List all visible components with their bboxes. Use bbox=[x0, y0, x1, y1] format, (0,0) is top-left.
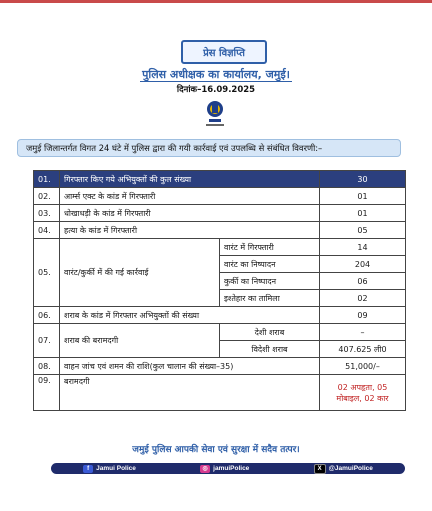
sub-label: वारंट में गिरफ्तारी bbox=[220, 239, 320, 256]
row-value: 09 bbox=[320, 307, 406, 324]
table-row bbox=[34, 188, 406, 205]
row-value: 05 bbox=[320, 222, 406, 239]
sub-value: 06 bbox=[320, 273, 406, 290]
row-description: हत्या के कांड में गिरफ्तारी bbox=[60, 222, 320, 239]
facebook-icon: f bbox=[83, 465, 93, 473]
table-row bbox=[34, 205, 406, 222]
row-description: वाहन जांच एवं शमन की राशि(कुल चालान की संख्या–35) bbox=[60, 358, 320, 375]
x-icon: X bbox=[314, 464, 326, 474]
tagline: जमुई पुलिस आपकी सेवा एवं सुरक्षा में सदैव तत्पर। bbox=[132, 445, 300, 455]
row-description: धोखाधड़ी के कांड में गिरफ्तारी bbox=[60, 205, 320, 222]
table-row bbox=[34, 324, 406, 341]
row-description: आर्म्स एक्ट के कांड में गिरफ्तारी bbox=[60, 188, 320, 205]
press-release-title: प्रेस विज्ञप्ति bbox=[181, 40, 267, 64]
instagram-label: jamuiPolice bbox=[213, 465, 250, 472]
sub-label: कुर्की का निष्पादन bbox=[220, 273, 320, 290]
row-number: 04. bbox=[34, 222, 60, 239]
sub-value: – bbox=[320, 324, 406, 341]
row-description: शराब की बरामदगी bbox=[60, 324, 220, 358]
sub-value: 204 bbox=[320, 256, 406, 273]
row-description: बरामदगी bbox=[60, 375, 320, 411]
instagram-handle[interactable] bbox=[200, 465, 249, 473]
row-number: 07. bbox=[34, 324, 60, 358]
instagram-icon: ◎ bbox=[200, 465, 210, 473]
sub-label: देशी शराब bbox=[220, 324, 320, 341]
action-summary-table bbox=[33, 170, 406, 411]
sub-label: इश्तेहार का तामिला bbox=[220, 290, 320, 307]
release-date: दिनांक–16.09.2025 bbox=[176, 85, 256, 95]
row-number: 03. bbox=[34, 205, 60, 222]
row-value: 30 bbox=[320, 171, 406, 188]
row-number: 09. bbox=[34, 375, 60, 411]
table-row bbox=[34, 307, 406, 324]
intro-banner: जमुई जिलान्तर्गत विगत 24 घंटे में पुलिस द्वारा की गयी कार्रवाई एवं उपलब्धि से संबंधित विवरणी:– bbox=[17, 139, 401, 157]
row-description: शराब के कांड में गिरफ्तार अभियुक्तों की संख्या bbox=[60, 307, 320, 324]
facebook-label: Jamui Police bbox=[96, 465, 136, 472]
row-description: गिरफ्तार किए गये अभियुक्तों की कुल संख्या bbox=[60, 171, 320, 188]
table-row bbox=[34, 375, 406, 411]
x-handle[interactable] bbox=[314, 464, 373, 474]
row-description: वारंट/कुर्की में की गई कार्रवाई bbox=[60, 239, 220, 307]
social-bar bbox=[51, 463, 405, 474]
table-row bbox=[34, 222, 406, 239]
office-heading bbox=[0, 67, 432, 82]
row-number: 08. bbox=[34, 358, 60, 375]
x-label: @JamuiPolice bbox=[328, 465, 373, 472]
row-number: 06. bbox=[34, 307, 60, 324]
row-number: 02. bbox=[34, 188, 60, 205]
office-name: पुलिस अधीक्षक का कार्यालय, जमुई। bbox=[142, 68, 290, 81]
table-row bbox=[34, 239, 406, 256]
table-row bbox=[34, 171, 406, 188]
facebook-handle[interactable] bbox=[83, 465, 136, 473]
sub-value: 02 bbox=[320, 290, 406, 307]
top-border bbox=[0, 0, 432, 3]
row-value: 01 bbox=[320, 188, 406, 205]
row-value: 01 bbox=[320, 205, 406, 222]
sub-label: विदेशी शराब bbox=[220, 341, 320, 358]
row-value: 51,000/– bbox=[320, 358, 406, 375]
row-number: 01. bbox=[34, 171, 60, 188]
emblem-logo bbox=[201, 99, 229, 129]
recovery-value: 02 अपहृता, 05 मोबाइल, 02 कार bbox=[320, 375, 406, 411]
sub-label: वारंट का निष्पादन bbox=[220, 256, 320, 273]
table-row bbox=[34, 358, 406, 375]
sub-value: 407.625 ली0 bbox=[320, 341, 406, 358]
sub-value: 14 bbox=[320, 239, 406, 256]
row-number: 05. bbox=[34, 239, 60, 307]
